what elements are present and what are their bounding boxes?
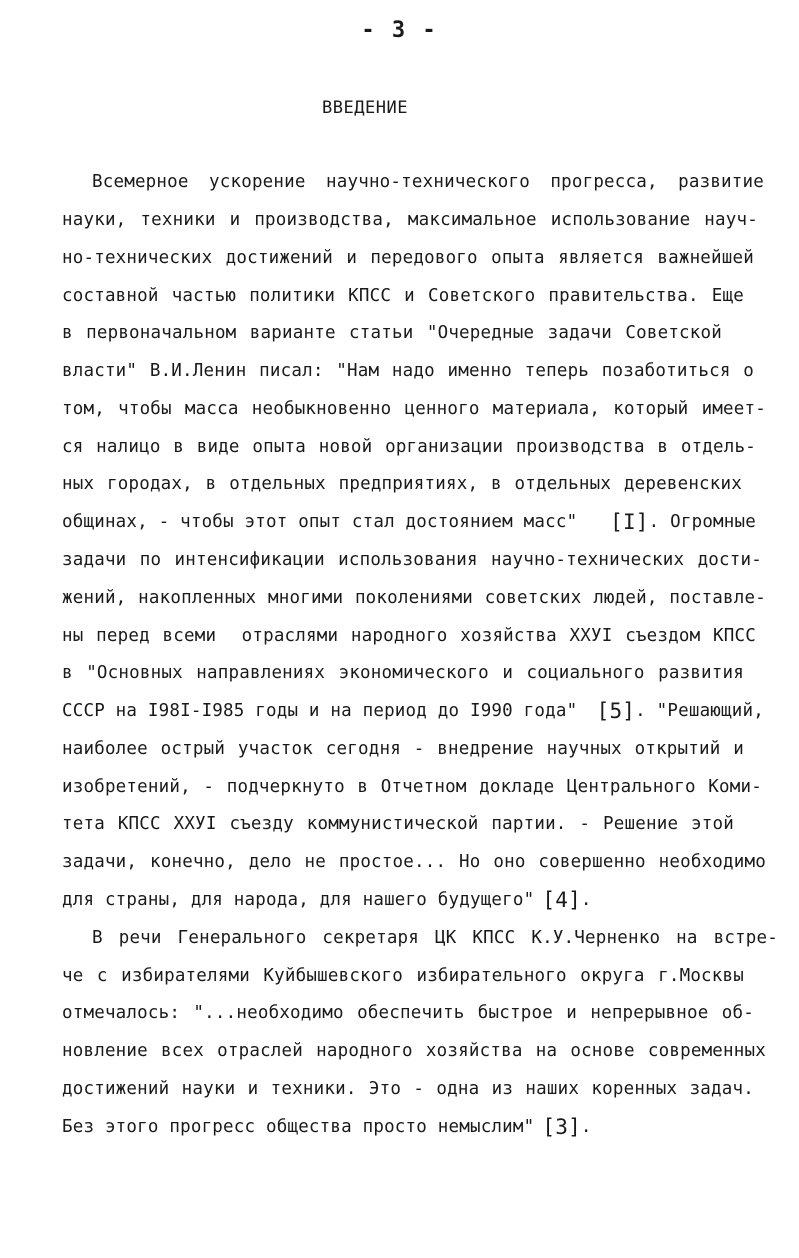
text-fragment: . Огромные [648,512,756,532]
text-line: наиболее острый участок сегодня - внедрение научных открытий и [62,739,744,759]
text-line: В речи Генерального секретаря ЦК КПСС К.У.Черненко на встре- [92,928,778,948]
text-line: том, чтобы масса необыкновенно ценного материала, который имеет- [62,399,766,419]
text-fragment: . [580,1117,592,1137]
text-line: изобретений, - подчеркнуто в Отчетном докладе Центрального Коми- [62,777,762,797]
citation-ref: [4] [542,888,581,912]
text-fragment: СССР на I98I-I985 годы и на период до I990 года" [62,701,578,721]
text-line: тета КПСС ХХУI съезду коммунистической партии. - Решение этой [62,814,734,834]
text-line: задачи, конечно, дело не простое... Но оно совершенно необходимо [62,852,766,872]
text-line [62,696,764,726]
text-line: достижений науки и техники. Это - одна из наших коренных задач. [62,1079,754,1099]
text-fragment [610,507,756,537]
text-line: в "Основных направлениях экономического и социального развития [62,663,744,683]
section-title: ВВЕДЕНИЕ [322,98,408,118]
text-line: Всемерное ускорение научно-технического прогресса, развитие [92,172,764,192]
text-line: ных городах, в отдельных предприятиях, в отдельных деревенских [62,474,742,494]
text-line [62,507,756,537]
text-line: отмечалось: "...необходимо обеспечить быстрое и непрерывное об- [62,1003,754,1023]
citation-ref: [3] [542,1115,581,1139]
text-line: новление всех отраслей народного хозяйства на основе современных [62,1041,766,1061]
text-fragment: Без этого прогресс общества просто немыслим" [62,1117,535,1137]
text-fragment: общинах, - чтобы этот опыт стал достоянием масс" [62,512,578,532]
page-number: - 3 - [361,18,438,43]
text-line: власти" В.И.Ленин писал: "Нам надо именно теперь позаботиться о [62,361,754,381]
text-fragment [597,696,764,726]
text-fragment: для страны, для народа, для нашего будущего" [62,890,535,910]
text-line: в первоначальном варианте статьи "Очередные задачи Советской [62,323,722,343]
text-line: задачи по интенсификации использования научно-технических дости- [62,550,762,570]
text-fragment: . [580,890,592,910]
text-line: ны перед всеми отраслями народного хозяйства ХХУI съездом КПСС [62,626,756,646]
text-line: ся налицо в виде опыта новой организации производства в отдель- [62,437,756,457]
text-line [62,885,592,915]
citation-ref: [5] [596,699,636,723]
text-line: че с избирателями Куйбышевского избирательного округа г.Москвы [62,966,744,986]
text-fragment: . "Решающий, [635,701,764,721]
citation-ref: [I] [610,510,649,534]
text-line [62,1112,592,1142]
text-line: составной частью политики КПСС и Советского правительства. Еще [62,286,744,306]
text-line: жений, накопленных многими поколениями советских людей, поставле- [62,588,766,608]
text-line: но-технических достижений и передового опыта является важнейшей [62,248,754,268]
text-line: науки, техники и производства, максимальное использование науч- [62,210,758,230]
